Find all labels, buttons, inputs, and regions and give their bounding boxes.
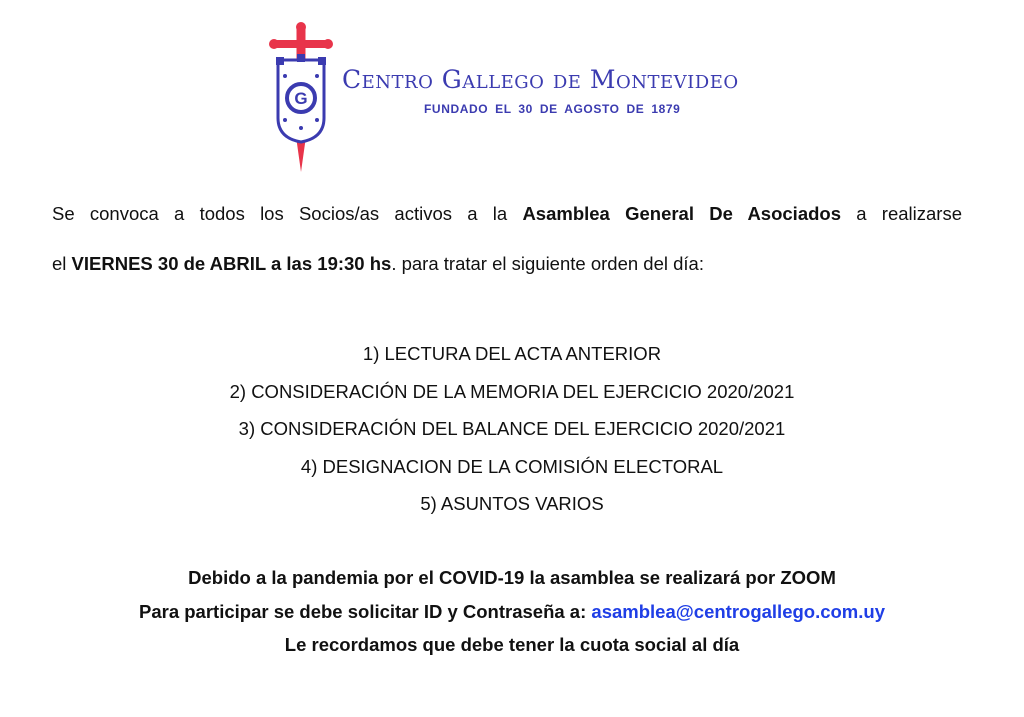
intro-text: Se convoca a todos los Socios/as activos a la [52, 203, 523, 224]
zoom-notice: Debido a la pandemia por el COVID-19 la asamblea se realizará por ZOOM [188, 567, 836, 588]
agenda-list [0, 341, 1024, 529]
org-name-wordmark [342, 64, 762, 96]
agenda-item: 3) CONSIDERACIÓN DEL BALANCE DEL EJERCICIO 2020/2021 [238, 418, 786, 439]
contact-email-link[interactable]: asamblea@centrogallego.com.uy [591, 600, 885, 622]
agenda-item: 2) CONSIDERACIÓN DE LA MEMORIA DEL EJERCICIO 2020/2021 [229, 380, 795, 402]
intro-text: el [52, 253, 72, 274]
fee-reminder: Le recordamos que debe tener la cuota social al día [284, 634, 740, 655]
notes-block [0, 565, 1024, 666]
agenda-item: 4) DESIGNACION DE LA COMISIÓN ELECTORAL [300, 455, 724, 477]
org-name-text: Centro Gallego de Montevideo [342, 65, 739, 94]
intro-line-2 [52, 253, 962, 275]
intro-text: a realizarse [841, 203, 962, 224]
intro-text: . para tratar el siguiente orden del día: [391, 253, 704, 274]
intro-line-1 [52, 203, 962, 225]
meeting-datetime: VIERNES 30 de ABRIL a las 19:30 hs [71, 253, 392, 274]
founded-subtitle: FUNDADO EL 30 DE AGOSTO DE 1879 [424, 102, 681, 116]
agenda-item: 5) ASUNTOS VARIOS [420, 493, 604, 514]
credentials-text: Para participar se debe solicitar ID y Contraseña a: [139, 600, 592, 622]
logo-letter: G [294, 89, 308, 108]
org-name [342, 64, 762, 102]
centro-gallego-logo [268, 20, 334, 174]
shield-icon [276, 54, 326, 142]
credentials-notice [0, 599, 1024, 633]
agenda-item: 1) LECTURA DEL ACTA ANTERIOR [362, 343, 662, 364]
assembly-name: Asamblea General De Asociados [522, 203, 842, 224]
